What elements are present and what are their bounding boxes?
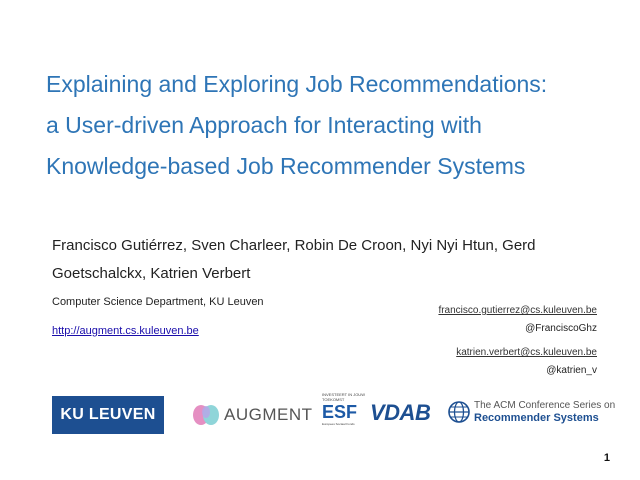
title-line-1: Explaining and Exploring Job Recommendations: [46,71,548,97]
logo-strip [0,388,640,448]
contact-handle-2: @katrien_v [546,365,597,376]
brain-icon [192,402,220,428]
affiliation: Computer Science Department, KU Leuven [52,296,264,308]
contact-email-2[interactable]: katrien.verbert@cs.kuleuven.be [456,347,597,358]
contact-email-1[interactable]: francisco.gutierrez@cs.kuleuven.be [438,305,597,316]
globe-icon [448,401,470,423]
authors-list: Francisco Gutiérrez, Sven Charleer, Robin De Croon, Nyi Nyi Htun, Gerd Goetschalckx, Katrien Verbert [52,237,536,282]
acm-line-2: Recommender Systems [474,412,599,424]
esf-wordmark: ESF [322,402,358,422]
augment-wordmark: AUGMENT [224,405,313,424]
acm-line-1: The ACM Conference Series on [474,400,616,411]
title-line-3: Knowledge-based Job Recommender Systems [46,153,526,179]
esf-subtext: Europees Sociaal Fonds [322,422,355,426]
kuleuven-logo: KU LEUVEN [52,396,164,434]
esf-logo [322,392,366,436]
acm-text-block [474,400,615,424]
acm-recsys-logo [448,400,615,424]
page-number: 1 [603,452,610,464]
esf-tagline: INVESTEERT IN JOUW TOEKOMST [322,392,365,402]
slide-title [46,64,626,187]
website-link[interactable]: http://augment.cs.kuleuven.be [52,325,199,337]
augment-logo [192,402,313,428]
contact-handle-1: @FranciscoGhz [525,323,597,334]
title-line-2: a User-driven Approach for Interacting with [46,112,482,138]
vdab-logo: VDAB [370,400,431,425]
